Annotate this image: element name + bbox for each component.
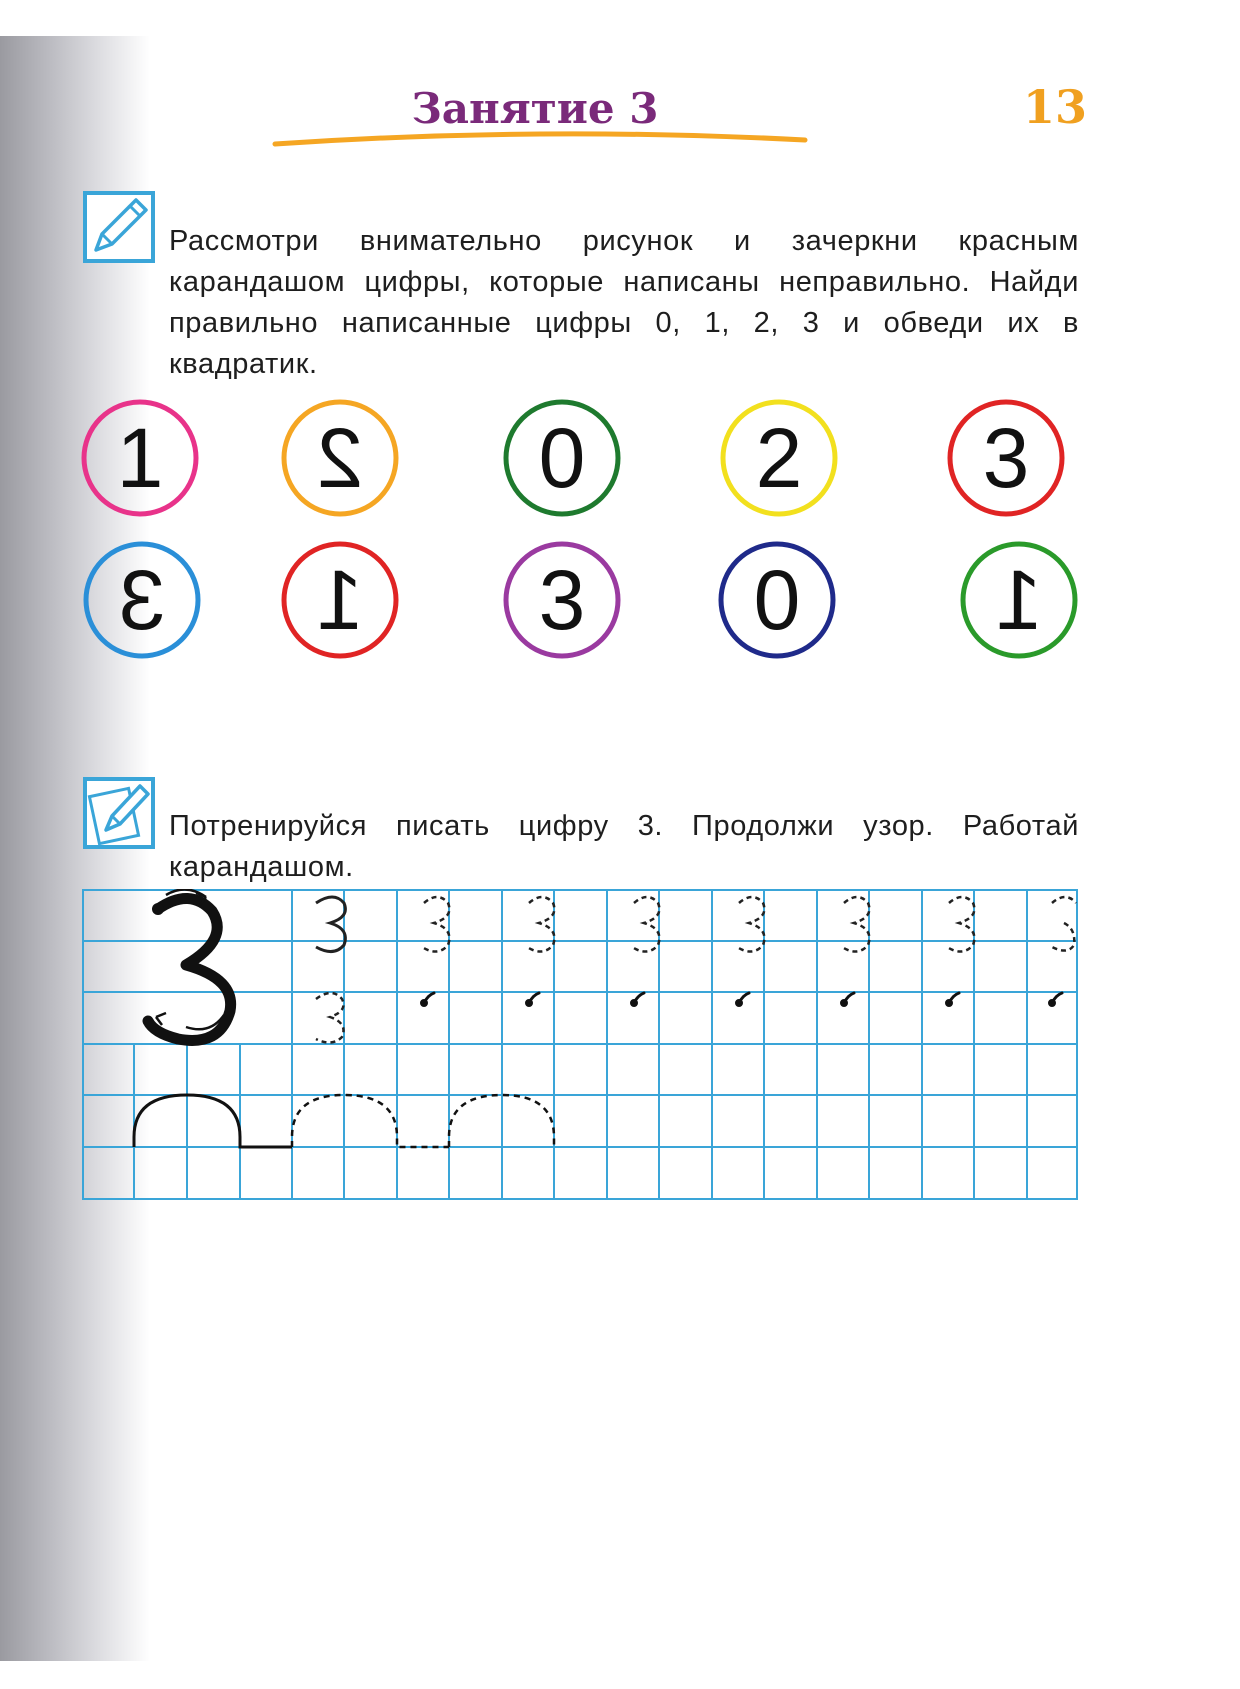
digit-circle <box>946 398 1066 518</box>
pencil-writing-icon <box>82 776 156 850</box>
digit-glyph: 3 <box>982 411 1030 505</box>
digit-circle <box>80 398 200 518</box>
grid-lines <box>82 889 1078 1200</box>
digit-glyph: 2 <box>755 411 803 505</box>
digit-glyph: 2 <box>316 411 364 505</box>
digit-glyph: 0 <box>753 553 801 647</box>
digit-circle <box>959 540 1079 660</box>
traced-three-dashed <box>316 897 1076 1043</box>
digit-circle <box>280 398 400 518</box>
model-three-solid <box>316 897 345 952</box>
digit-glyph: 1 <box>995 553 1043 647</box>
sample-digit-three <box>148 889 231 1040</box>
arch-pattern-dashed <box>292 1095 554 1147</box>
digit-circle <box>502 398 622 518</box>
task1-instructions: Рассмотри внимательно рисунок и зачеркни красным карандашом цифры, которые написаны неправильно. Найди правильно написанные цифры 0, 1, 2, 3 и обведи их в квадратик. <box>169 225 1079 380</box>
start-stroke-marks <box>422 993 1063 1006</box>
digit-glyph: 3 <box>118 553 166 647</box>
page-number: 13 <box>1022 80 1087 134</box>
digit-glyph: 1 <box>116 411 164 505</box>
digit-circle <box>502 540 622 660</box>
digit-glyph: 3 <box>538 553 586 647</box>
digit-glyph: 1 <box>316 553 364 647</box>
page-bottom-edge <box>0 1661 150 1689</box>
digit-circle <box>82 540 202 660</box>
arch-pattern-solid <box>134 1095 292 1147</box>
task2-instructions: Потренируйся писать цифру 3. Продолжи узор. Работай карандашом. <box>169 810 1079 883</box>
digit-circle <box>717 540 837 660</box>
pencil-icon <box>82 190 156 264</box>
digit-circle <box>280 540 400 660</box>
digit-glyph: 0 <box>538 411 586 505</box>
lesson-title: Занятие 3 <box>411 84 659 133</box>
title-underline <box>270 130 810 150</box>
practice-grid <box>82 889 1078 1200</box>
digit-circle <box>719 398 839 518</box>
